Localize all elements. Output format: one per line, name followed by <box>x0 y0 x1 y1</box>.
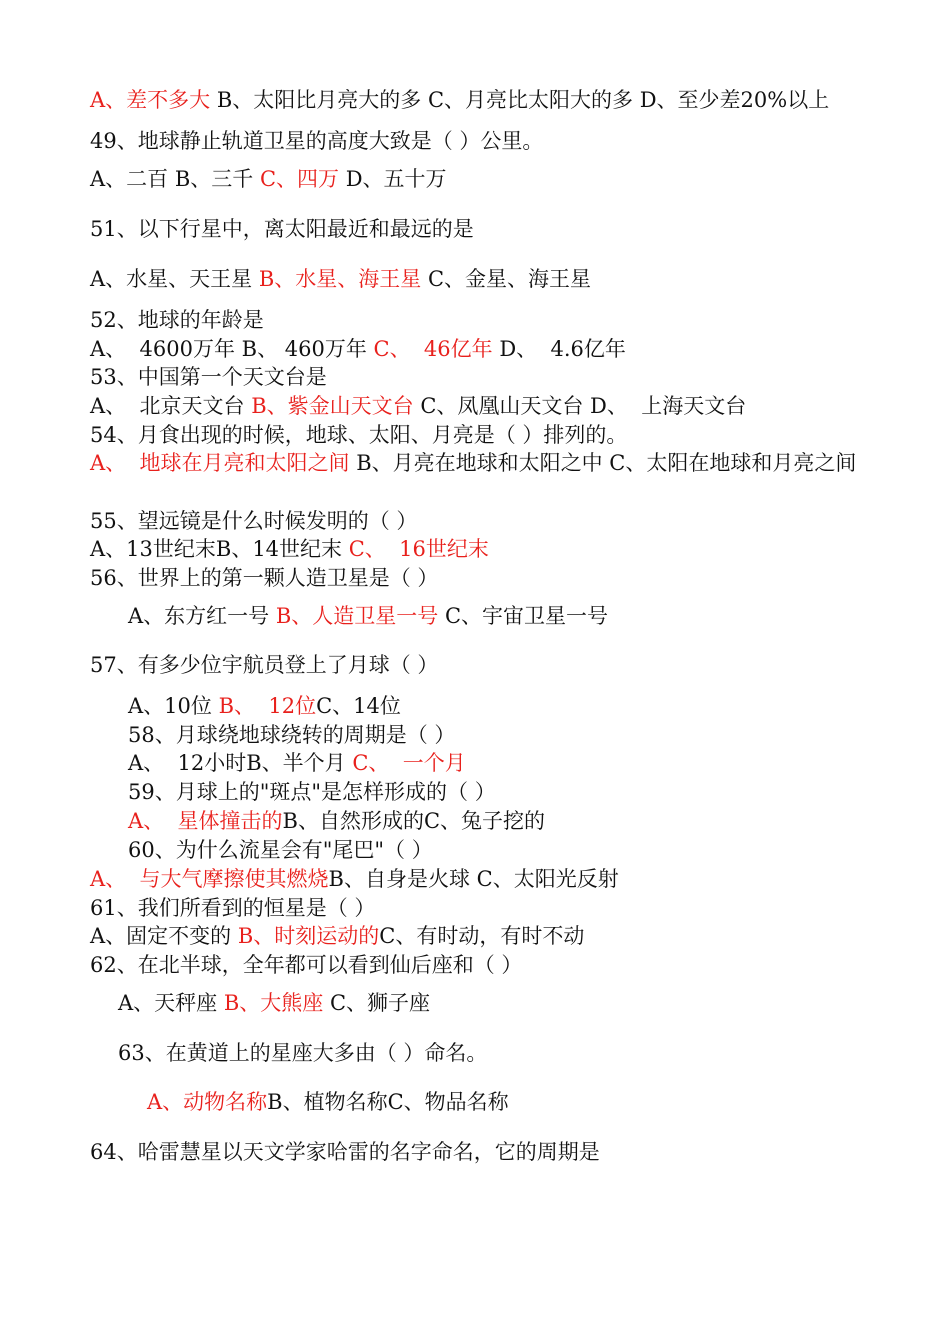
option-text: D、五十万 <box>339 167 447 191</box>
question-text: 57、有多少位宇航员登上了月球（ ） <box>90 653 439 677</box>
question-64 <box>90 1138 870 1166</box>
question-63 <box>118 1039 898 1067</box>
correct-answer: B、大熊座 <box>223 991 324 1015</box>
option-text: A、固定不变的 <box>90 924 238 948</box>
question-60 <box>128 836 908 864</box>
question-text: 64、哈雷慧星以天文学家哈雷的名字命名，它的周期是 <box>90 1140 600 1164</box>
option-text: A、 12小时B、半个月 <box>128 751 353 775</box>
answer-line-58 <box>128 749 908 777</box>
answer-line-52 <box>90 335 870 363</box>
option-text: C、14位 <box>316 694 401 718</box>
question-58 <box>128 721 908 749</box>
question-text: 61、我们所看到的恒星是（ ） <box>90 896 376 920</box>
question-53 <box>90 363 870 391</box>
correct-answer: A、差不多大 <box>90 88 211 112</box>
question-text: 62、在北半球，全年都可以看到仙后座和（ ） <box>90 953 523 977</box>
correct-answer: A、 地球在月亮和太阳之间 <box>90 451 350 475</box>
answer-line-56 <box>128 602 908 630</box>
correct-answer: C、 16世纪末 <box>348 537 489 561</box>
correct-answer: A、 与大气摩擦使其燃烧 <box>90 867 329 891</box>
answer-line-55 <box>90 535 870 563</box>
question-62 <box>90 951 870 979</box>
correct-answer: B、时刻运动的 <box>237 924 380 948</box>
answer-line-59 <box>128 807 908 835</box>
option-text: A、二百 B、三千 <box>90 167 260 191</box>
option-text: D、 4.6亿年 <box>492 337 626 361</box>
question-49 <box>90 127 870 155</box>
question-text: 63、在黄道上的星座大多由（ ）命名。 <box>118 1041 488 1065</box>
question-text: 49、地球静止轨道卫星的高度大致是（ ）公里。 <box>90 129 544 153</box>
correct-answer: B、紫金山天文台 <box>251 394 414 418</box>
answer-line-51 <box>90 265 870 293</box>
option-text: C、宇宙卫星一号 <box>438 604 609 628</box>
correct-answer: C、 一个月 <box>352 751 466 775</box>
answer-line-48 <box>90 86 870 114</box>
question-text: 54、月食出现的时候，地球、太阳、月亮是（ ）排列的。 <box>90 423 628 447</box>
answer-line-53 <box>90 392 870 420</box>
option-text: A、10位 <box>128 694 219 718</box>
question-text: 53、中国第一个天文台是 <box>90 365 327 389</box>
option-text: B、植物名称C、物品名称 <box>267 1090 509 1114</box>
question-57 <box>90 651 870 679</box>
question-text: 52、地球的年龄是 <box>90 308 264 332</box>
option-text: A、东方红一号 <box>128 604 276 628</box>
option-text: A、 4600万年 B、 460万年 <box>90 337 374 361</box>
question-text: 59、月球上的"斑点"是怎样形成的（ ） <box>128 780 496 804</box>
option-text: C、有时动，有时不动 <box>379 924 585 948</box>
question-text: 58、月球绕地球绕转的周期是（ ） <box>128 723 456 747</box>
option-text: C、凤凰山天文台 D、 上海天文台 <box>413 394 747 418</box>
question-52 <box>90 306 870 334</box>
question-61 <box>90 894 870 922</box>
question-59 <box>128 778 908 806</box>
question-text: 51、以下行星中，离太阳最近和最远的是 <box>90 217 474 241</box>
option-text: A、13世纪末B、14世纪末 <box>90 537 349 561</box>
option-text: A、水星、天王星 <box>90 267 259 291</box>
option-text: B、自然形成的C、兔子挖的 <box>282 809 546 833</box>
question-54 <box>90 421 870 449</box>
answer-line-57 <box>128 692 908 720</box>
option-text: B、太阳比月亮大的多 C、月亮比太阳大的多 D、至少差20%以上 <box>210 88 830 112</box>
correct-answer: A、动物名称 <box>147 1090 268 1114</box>
answer-line-60 <box>90 865 870 893</box>
answer-line-62 <box>118 989 898 1017</box>
answer-line-61 <box>90 922 870 950</box>
question-55 <box>90 507 870 535</box>
answer-line-63 <box>147 1088 927 1116</box>
correct-answer: B、水星、海王星 <box>258 267 422 291</box>
question-56 <box>90 564 870 592</box>
option-text: A、 北京天文台 <box>90 394 252 418</box>
question-text: 55、望远镜是什么时候发明的（ ） <box>90 509 418 533</box>
question-51 <box>90 215 870 243</box>
correct-answer: C、四万 <box>259 167 340 191</box>
option-text: B、自身是火球 C、太阳光反射 <box>328 867 619 891</box>
correct-answer: B、 12位 <box>218 694 317 718</box>
correct-answer: B、人造卫星一号 <box>275 604 439 628</box>
option-text: C、金星、海王星 <box>421 267 592 291</box>
question-text: 60、为什么流星会有"尾巴"（ ） <box>128 838 433 862</box>
option-text: C、狮子座 <box>323 991 431 1015</box>
answer-line-49 <box>90 165 870 193</box>
correct-answer: A、 星体撞击的 <box>128 809 283 833</box>
question-text: 56、世界上的第一颗人造卫星是（ ） <box>90 566 439 590</box>
option-text: B、月亮在地球和太阳之中 C、太阳在地球和月亮之间 <box>349 451 857 475</box>
option-text: A、天秤座 <box>118 991 224 1015</box>
answer-line-54 <box>90 449 865 477</box>
correct-answer: C、 46亿年 <box>373 337 493 361</box>
